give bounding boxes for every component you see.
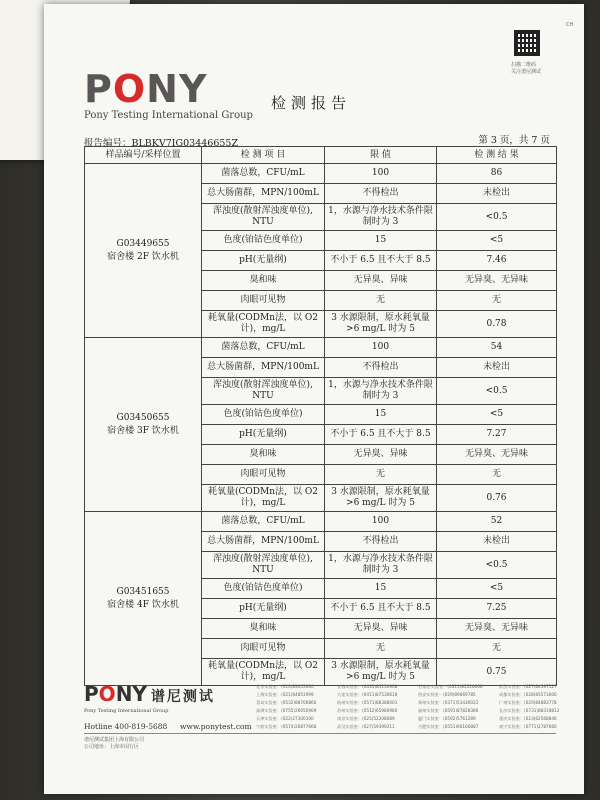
sample-location: 宿舍楼 4F 饮水机 bbox=[107, 599, 179, 610]
result-cell: 54 bbox=[437, 338, 557, 358]
branch-item: 西安实验室：(029)89669785 bbox=[418, 692, 476, 697]
result-cell: 0.75 bbox=[437, 659, 557, 686]
sample-cell bbox=[85, 164, 202, 338]
limit-cell: 不得检出 bbox=[325, 358, 437, 378]
branch-item: 长春实验室：(0431)85150908 bbox=[337, 684, 398, 689]
sample-cell bbox=[85, 338, 202, 512]
result-cell: <0.5 bbox=[437, 378, 557, 405]
table-header-row bbox=[85, 147, 557, 164]
item-cell: pH(无量纲) bbox=[202, 425, 325, 445]
branch-item: 大连实验室：(0411)87536618 bbox=[337, 692, 398, 697]
logo-wordmark: PONY bbox=[84, 67, 208, 111]
item-cell: 菌落总数，CFU/mL bbox=[202, 338, 325, 358]
branch-item: 厦门实验室：(0592)5761289 bbox=[418, 716, 476, 721]
result-cell: <5 bbox=[437, 405, 557, 425]
item-cell: 浑浊度(散射浑浊度单位), NTU bbox=[202, 552, 325, 579]
page-info: 第 3 页，共 7 页 bbox=[478, 135, 550, 146]
website-link[interactable]: www.ponytest.com bbox=[180, 722, 252, 731]
limit-cell: 100 bbox=[325, 512, 437, 532]
limit-cell: 3 水源限制，原水耗氧量>6 mg/L 时为 5 bbox=[325, 485, 437, 512]
limit-cell: 不小于 6.5 且不大于 8.5 bbox=[325, 251, 437, 271]
sample-id: G03450655 bbox=[116, 412, 170, 423]
branch-item: 长沙实验室：(0731)88318812 bbox=[499, 708, 560, 713]
result-cell: <5 bbox=[437, 231, 557, 251]
result-cell: 86 bbox=[437, 164, 557, 184]
limit-cell: 不得检出 bbox=[325, 184, 437, 204]
branch-item: 宁波实验室：(0574)26877668 bbox=[256, 724, 317, 729]
branch-item: 成都实验室：(028)85573000 bbox=[499, 692, 557, 697]
limit-cell: 无异臭、异味 bbox=[325, 445, 437, 465]
result-cell: 7.25 bbox=[437, 599, 557, 619]
item-cell: 肉眼可见物 bbox=[202, 465, 325, 485]
result-cell: 未检出 bbox=[437, 358, 557, 378]
item-cell: 臭和味 bbox=[202, 619, 325, 639]
sample-location: 宿舍楼 3F 饮水机 bbox=[107, 425, 179, 436]
limit-cell: 1，水源与净水技术条件限制时为 3 bbox=[325, 552, 437, 579]
footer-english-name: Pony Testing International Group bbox=[84, 708, 169, 714]
sample-id: G03451655 bbox=[116, 586, 170, 597]
branch-item: 南宁实验室：(0771)2787666 bbox=[499, 724, 557, 729]
result-cell: <0.5 bbox=[437, 204, 557, 231]
sample-id: G03449655 bbox=[116, 238, 170, 249]
result-cell: <0.5 bbox=[437, 552, 557, 579]
header-item: 检 测 项 目 bbox=[202, 147, 325, 164]
branch-item: 南京实验室：(025)52208689 bbox=[337, 716, 395, 721]
item-cell: pH(无量纲) bbox=[202, 599, 325, 619]
header-sample: 样品编号/采样位置 bbox=[85, 147, 202, 164]
item-cell: 色度(铂钴色度单位) bbox=[202, 231, 325, 251]
result-cell: 0.78 bbox=[437, 311, 557, 338]
branch-item: 武汉实验室：(027)84597127 bbox=[499, 684, 557, 689]
limit-cell: 15 bbox=[325, 405, 437, 425]
limit-cell: 1，水源与净水技术条件限制时为 3 bbox=[325, 204, 437, 231]
report-number: 报告编号：BLBKV7IG03446655Z bbox=[84, 138, 239, 149]
corner-code: CH bbox=[566, 22, 574, 28]
limit-cell: 不得检出 bbox=[325, 532, 437, 552]
limit-cell: 100 bbox=[325, 338, 437, 358]
item-cell: 菌落总数，CFU/mL bbox=[202, 512, 325, 532]
item-cell: 色度(铂钴色度单位) bbox=[202, 579, 325, 599]
table-row bbox=[85, 164, 557, 184]
branch-item: 石家庄实验室：(0311)85316666 bbox=[418, 684, 483, 689]
limit-cell: 无 bbox=[325, 465, 437, 485]
result-cell: 未检出 bbox=[437, 532, 557, 552]
footer-logo bbox=[84, 684, 215, 714]
result-cell: 无异臭、无异味 bbox=[437, 445, 557, 465]
result-cell: 7.46 bbox=[437, 251, 557, 271]
result-cell: 未检出 bbox=[437, 184, 557, 204]
limit-cell: 无 bbox=[325, 291, 437, 311]
branch-item: 重庆实验室：(023)62568846 bbox=[499, 716, 557, 721]
footer-company: 谱尼测试集团上海有限公司 公司地址：上海市闵行区 bbox=[84, 737, 145, 750]
branch-item: 天津实验室：(022)27300100 bbox=[256, 716, 314, 721]
item-cell: 肉眼可见物 bbox=[202, 639, 325, 659]
branch-item: 郑州实验室：(0371)53430022 bbox=[418, 700, 479, 705]
item-cell: 总大肠菌群，MPN/100mL bbox=[202, 532, 325, 552]
pony-logo bbox=[84, 67, 253, 121]
limit-cell: 15 bbox=[325, 231, 437, 251]
report-title: 检测报告 bbox=[271, 94, 352, 112]
table-row bbox=[85, 338, 557, 358]
table-row bbox=[85, 512, 557, 532]
result-cell: <5 bbox=[437, 579, 557, 599]
branch-item: 广州实验室：(020)84883778 bbox=[499, 700, 557, 705]
result-cell: 无 bbox=[437, 639, 557, 659]
limit-cell: 1，水源与净水技术条件限制时为 3 bbox=[325, 378, 437, 405]
result-cell: 无异臭、无异味 bbox=[437, 271, 557, 291]
result-cell: 7.27 bbox=[437, 425, 557, 445]
header-result: 检 测 结 果 bbox=[437, 147, 557, 164]
limit-cell: 100 bbox=[325, 164, 437, 184]
item-cell: 耗氧量(CODMn法，以 O2 计)，mg/L bbox=[202, 485, 325, 512]
branch-item: 苏州实验室：(0512)65980980 bbox=[337, 708, 398, 713]
sample-cell bbox=[85, 512, 202, 686]
branch-item: 杭州实验室：(0571)88388001 bbox=[337, 700, 398, 705]
limit-cell: 无异臭、异味 bbox=[325, 619, 437, 639]
branch-item: 深圳实验室：(0755)26050909 bbox=[256, 708, 317, 713]
item-cell: 耗氧量(CODMn法，以 O2 计)，mg/L bbox=[202, 311, 325, 338]
footer-divider bbox=[84, 733, 556, 734]
limit-cell: 3 水源限制，原水耗氧量>6 mg/L 时为 5 bbox=[325, 311, 437, 338]
item-cell: 耗氧量(CODMn法，以 O2 计)，mg/L bbox=[202, 659, 325, 686]
limit-cell: 15 bbox=[325, 579, 437, 599]
item-cell: 浑浊度(散射浑浊度单位), NTU bbox=[202, 204, 325, 231]
branch-item: 上海实验室：(021)64851999 bbox=[256, 692, 314, 697]
hotline-text: Hotline 400-819-5688 bbox=[84, 722, 168, 731]
limit-cell: 不小于 6.5 且不大于 8.5 bbox=[325, 425, 437, 445]
item-cell: 臭和味 bbox=[202, 271, 325, 291]
result-cell: 52 bbox=[437, 512, 557, 532]
branch-item: 福州实验室：(0591)87828386 bbox=[418, 708, 479, 713]
item-cell: 肉眼可见物 bbox=[202, 291, 325, 311]
table-body bbox=[85, 164, 557, 686]
branch-item: 北京实验室：(010)83055000 bbox=[256, 684, 314, 689]
branch-item: 合肥实验室：(0551)66166887 bbox=[418, 724, 479, 729]
branch-item: 青岛实验室：(0532)88706866 bbox=[256, 700, 317, 705]
qr-caption: 扫描二维码 关注谱尼测试 bbox=[511, 62, 542, 75]
result-cell: 0.76 bbox=[437, 485, 557, 512]
item-cell: 菌落总数，CFU/mL bbox=[202, 164, 325, 184]
item-cell: 总大肠菌群，MPN/100mL bbox=[202, 184, 325, 204]
item-cell: 臭和味 bbox=[202, 445, 325, 465]
limit-cell: 无 bbox=[325, 639, 437, 659]
sample-location: 宿舍楼 2F 饮水机 bbox=[107, 251, 179, 262]
result-cell: 无 bbox=[437, 465, 557, 485]
logo-subtitle: Pony Testing International Group bbox=[84, 110, 253, 121]
branch-contacts bbox=[256, 683, 576, 731]
results-table bbox=[84, 146, 557, 686]
report-page bbox=[44, 4, 584, 794]
limit-cell: 3 水源限制，原水耗氧量>6 mg/L 时为 5 bbox=[325, 659, 437, 686]
item-cell: pH(无量纲) bbox=[202, 251, 325, 271]
result-cell: 无 bbox=[437, 291, 557, 311]
qr-code-icon bbox=[514, 30, 540, 56]
branch-item: 武汉实验室：(027)59399211 bbox=[337, 724, 395, 729]
item-cell: 色度(铂钴色度单位) bbox=[202, 405, 325, 425]
limit-cell: 不小于 6.5 且不大于 8.5 bbox=[325, 599, 437, 619]
item-cell: 浑浊度(散射浑浊度单位), NTU bbox=[202, 378, 325, 405]
item-cell: 总大肠菌群，MPN/100mL bbox=[202, 358, 325, 378]
footer-wordmark: PONY 谱尼测试 bbox=[84, 682, 215, 706]
header-limit: 限 值 bbox=[325, 147, 437, 164]
limit-cell: 无异臭、异味 bbox=[325, 271, 437, 291]
result-cell: 无异臭、无异味 bbox=[437, 619, 557, 639]
